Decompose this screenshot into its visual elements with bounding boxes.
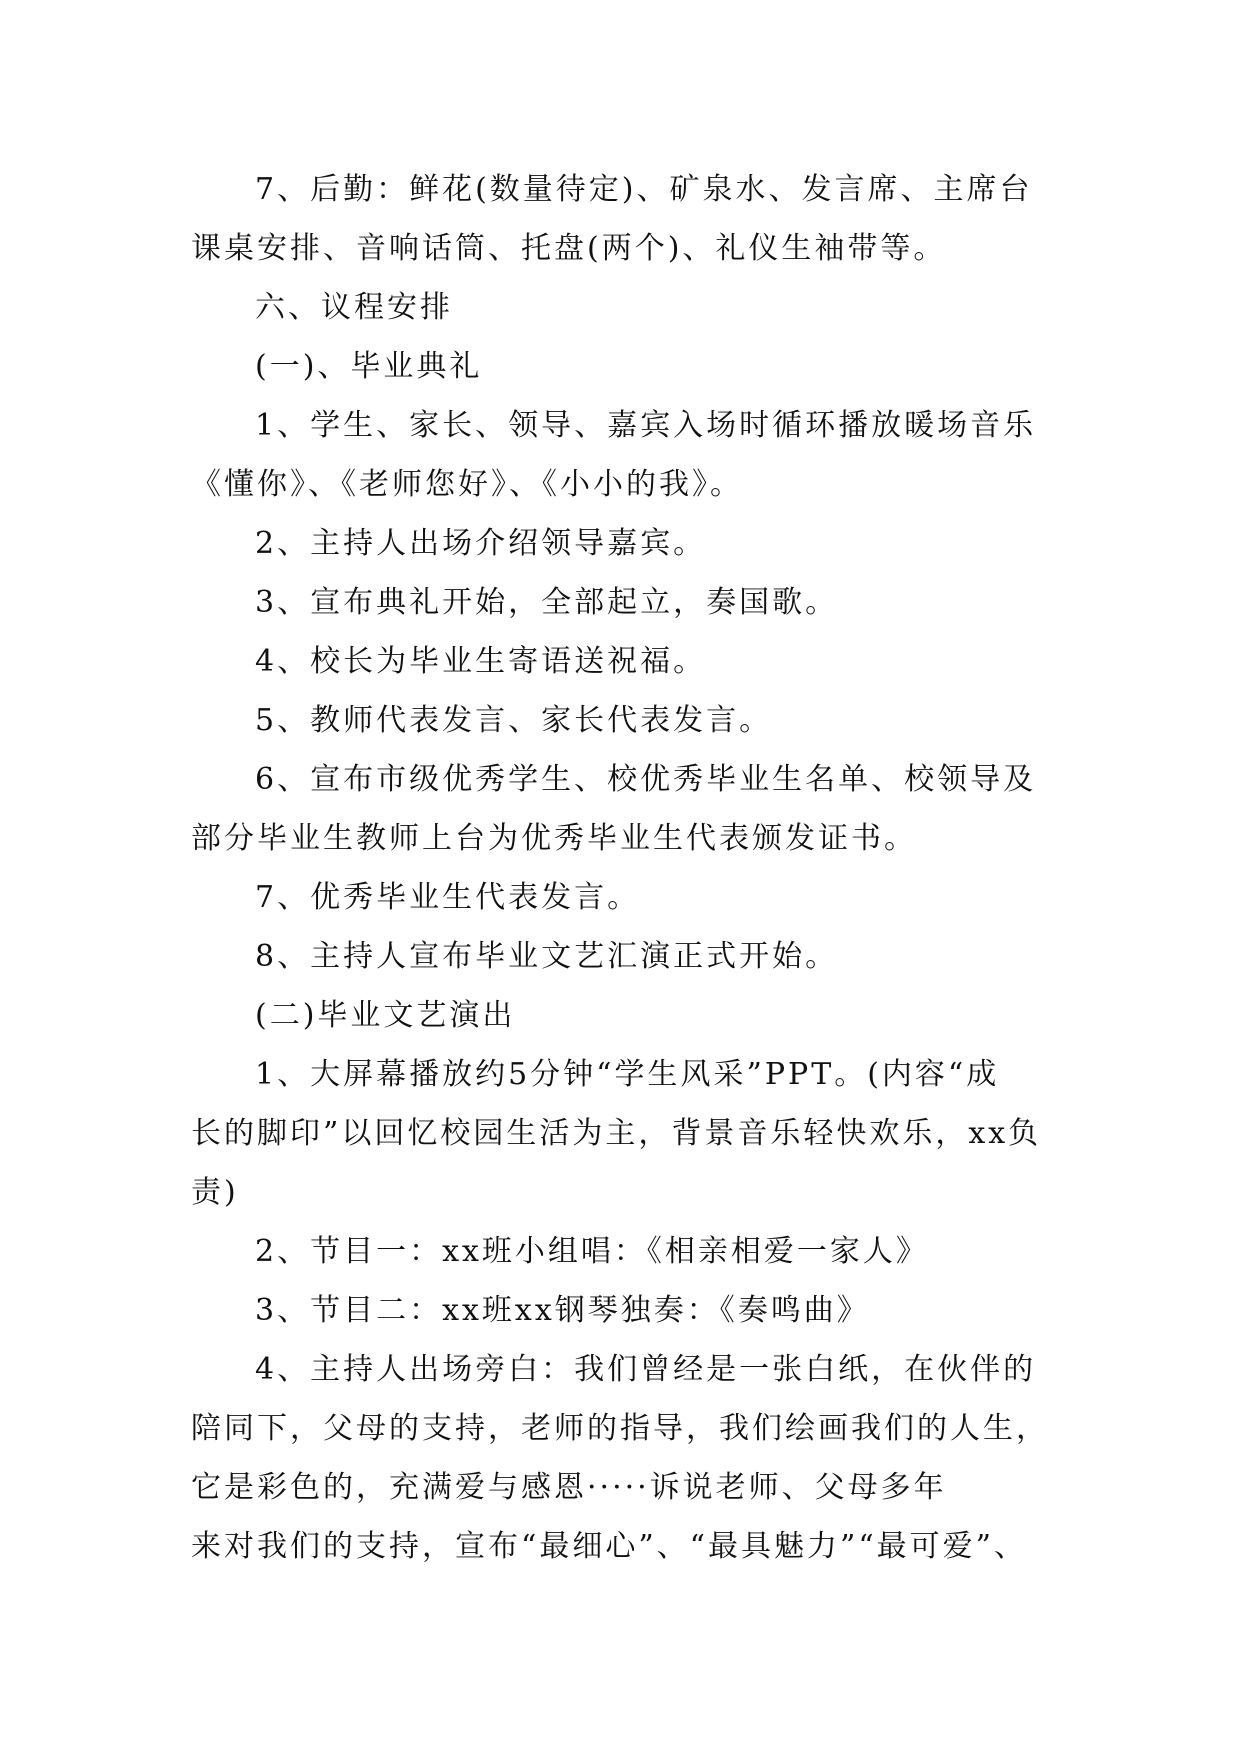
subsection-heading: (二)毕业文艺演出	[255, 998, 516, 1033]
paragraph-line: 2、节目一：xx班小组唱：《相亲相爱一家人》	[255, 1234, 929, 1269]
subsection-heading: (一)、毕业典礼	[255, 349, 483, 384]
paragraph-line: 《懂你》、《老师您好》、《小小的我》。	[191, 467, 743, 502]
paragraph-line: 部分毕业生教师上台为优秀毕业生代表颁发证书。	[191, 821, 917, 856]
paragraph-line: 4、主持人出场旁白：我们曾经是一张白纸，在伙伴的	[255, 1352, 1037, 1387]
paragraph-line: 7、优秀毕业生代表发言。	[255, 880, 641, 915]
document-body	[191, 160, 1056, 1576]
paragraph-line: 来对我们的支持，宣布“最细心”、“最具魅力”“最可爱”、	[191, 1529, 1028, 1564]
paragraph-line: 长的脚印”以回忆校园生活为主，背景音乐轻快欢乐，xx负	[191, 1116, 1042, 1151]
paragraph-line: 3、节目二：xx班xx钢琴独奏：《奏鸣曲》	[255, 1293, 870, 1328]
section-heading: 六、议程安排	[255, 290, 453, 325]
paragraph-line: 1、大屏幕播放约5分钟“学生风采”PPT。(内容“成	[255, 1057, 1000, 1092]
paragraph-line: 2、主持人出场介绍领导嘉宾。	[255, 526, 707, 561]
paragraph-line: 7、后勤：鲜花(数量待定)、矿泉水、发言席、主席台	[255, 172, 1033, 207]
paragraph-line: 1、学生、家长、领导、嘉宾入场时循环播放暖场音乐	[255, 408, 1037, 443]
paragraph-line: 它是彩色的，充满爱与感恩·····诉说老师、父母多年	[191, 1470, 947, 1505]
paragraph-line: 4、校长为毕业生寄语送祝福。	[255, 644, 707, 679]
paragraph-line: 8、主持人宣布毕业文艺汇演正式开始。	[255, 939, 839, 974]
paragraph-line: 责)	[191, 1175, 239, 1210]
paragraph-line: 陪同下，父母的支持，老师的指导，我们绘画我们的人生，	[191, 1411, 1049, 1446]
paragraph-line: 6、宣布市级优秀学生、校优秀毕业生名单、校领导及	[255, 762, 1037, 797]
paragraph-line: 3、宣布典礼开始，全部起立，奏国歌。	[255, 585, 839, 620]
paragraph-line: 5、教师代表发言、家长代表发言。	[255, 703, 773, 738]
paragraph-line: 课桌安排、音响话筒、托盘(两个)、礼仪生袖带等。	[191, 231, 947, 266]
